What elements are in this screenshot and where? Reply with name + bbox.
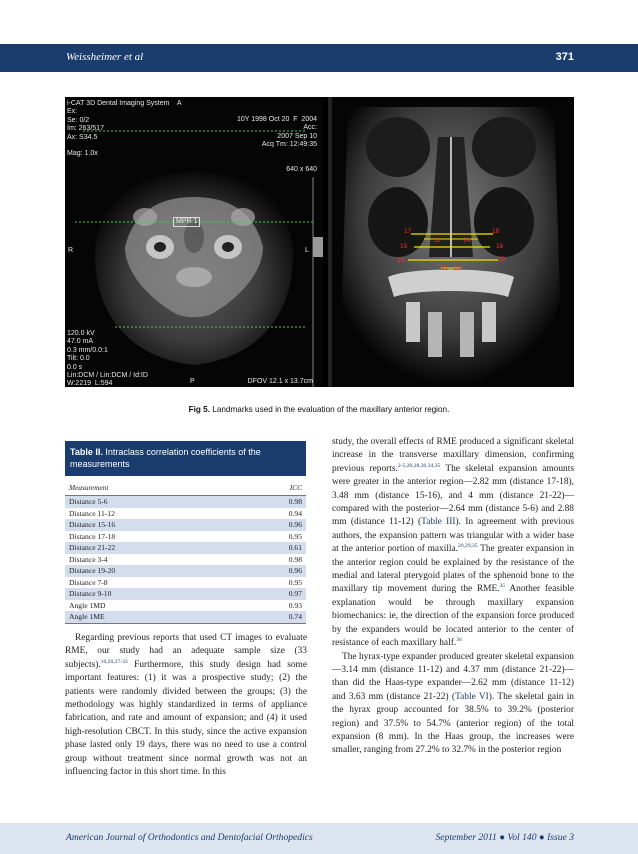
table-row bbox=[65, 611, 306, 623]
citation[interactable]: 20,29,35 bbox=[458, 543, 478, 550]
table-vi-link[interactable]: Table VI bbox=[455, 691, 489, 702]
landmark-11: 11 bbox=[434, 237, 441, 244]
table-iii-link[interactable]: Table III bbox=[421, 517, 456, 528]
citation[interactable]: 35 bbox=[499, 583, 506, 590]
table-ii bbox=[65, 441, 306, 624]
landmark-17: 17 bbox=[404, 228, 412, 235]
icc-cell: 0.95 bbox=[288, 577, 302, 587]
measurement-cell: Angle 1MD bbox=[69, 600, 106, 610]
landmark-18: 18 bbox=[492, 228, 500, 235]
journal-name: American Journal of Orthodontics and Dentofacial Orthopedics bbox=[66, 832, 313, 843]
landmark-16: 16 bbox=[496, 243, 504, 250]
table-title bbox=[65, 441, 306, 476]
icc-cell: 0.94 bbox=[288, 508, 302, 518]
running-author: Weissheimer et al bbox=[66, 51, 144, 63]
icc-cell: 0.96 bbox=[288, 566, 302, 575]
citation[interactable]: 10,20,27-33 bbox=[100, 658, 128, 665]
table-header-row bbox=[65, 476, 306, 496]
side-marker-l: L bbox=[305, 247, 309, 254]
measurement-cell: Distance 17-18 bbox=[69, 531, 116, 541]
icc-cell: 0.61 bbox=[288, 543, 302, 552]
caption-text: Landmarks used in the evaluation of the maxillary anterior region. bbox=[212, 405, 450, 414]
icc-cell: 0.96 bbox=[288, 520, 302, 529]
table-title-label: Table II. bbox=[70, 447, 103, 457]
text-run: Furthermore, this study design had some important features: (1) it was a prospective study; (2) the patients were randomly divided between the groups; (3) the methodology was highly standardized in terms of appliance fabrication, and rate and amount of expansion; and (4) it used high-resolution CBCT. In this study, since the active expansion phase lasted only 19 days, there was no need to use a control group without treatment since normal growth was not an influencing factor in this short time. In this bbox=[65, 659, 307, 778]
measurement-cell: Distance 15-16 bbox=[69, 520, 116, 529]
measurement-cell: Distance 5-6 bbox=[69, 497, 108, 506]
table-row bbox=[65, 531, 306, 543]
measurement-cell: Distance 9-10 bbox=[69, 589, 112, 598]
col-icc: ICC bbox=[289, 483, 302, 492]
table-body bbox=[65, 496, 306, 623]
landmark-19: 19 bbox=[397, 257, 405, 264]
col-measurement: Measurement bbox=[69, 483, 109, 492]
text-run: ). In agreement with previous authors, the expansion pattern was triangular with a wider base at the anterior portion of maxilla. bbox=[332, 517, 574, 555]
text-run: study, the overall effects of RME produced a significant skeletal increase in the transverse maxillary dimension, confirming previous reports. bbox=[332, 437, 574, 474]
caption-label: Fig 5. bbox=[188, 405, 210, 414]
icc-cell: 0.93 bbox=[288, 600, 302, 610]
table-bottom-rule bbox=[65, 623, 306, 624]
scan-header-right: 10Y 1998 Oct 20 F 2004 Acc: 2007 Sep 10 Acq Tm: 12:49:35 640 x 640 bbox=[236, 116, 317, 174]
table-row bbox=[65, 496, 306, 508]
page-number: 371 bbox=[555, 51, 574, 63]
landmark-20: 20 bbox=[498, 256, 506, 263]
measurement-cell: Distance 19-20 bbox=[69, 566, 116, 575]
icc-cell: 0.74 bbox=[288, 612, 302, 621]
measurement-cell: Distance 21-22 bbox=[69, 543, 116, 552]
table-row bbox=[65, 600, 306, 612]
scan-header-left: i-CAT 3D Dental Imaging System A Ex: Se: 0/2 Im: 263/517 Ax: S34.5 Mag: 1.0x bbox=[67, 100, 182, 158]
icc-cell: 0.98 bbox=[288, 497, 302, 506]
table-row bbox=[65, 565, 306, 577]
text-run: The greater expansion in the anterior region could be explained by the resistance of the medial and lateral pterygoid plates of the sphenoid bone to the maxillary tip movement during the RME. bbox=[332, 544, 574, 595]
table-row bbox=[65, 554, 306, 566]
left-column-text bbox=[65, 632, 307, 779]
landmark-21: 21 bbox=[441, 265, 449, 272]
measurement-cell: Angle 1ME bbox=[69, 612, 105, 621]
measurement-cell: Distance 11-12 bbox=[69, 508, 115, 518]
table-row bbox=[65, 519, 306, 531]
figure-caption bbox=[0, 405, 638, 414]
coronal-ct-image bbox=[328, 97, 574, 387]
measurement-cell: Distance 7-8 bbox=[69, 577, 108, 587]
text-run: Another feasible explanation would be through maxillary expansion biomechanics: ie, the direction of the expansion force produced by the expanders would be located anterior to the center of resistance of each maxillary half. bbox=[332, 584, 574, 649]
text-run: The skeletal expansion amounts were greater in the anterior region—2.82 mm (distance 17-18), 3.48 mm (distance 15-16), and 4 mm (distance 21-22)—compared with the posterior—2.64 mm (distance 5-6) and 2.88 mm (distance 11-12) ( bbox=[332, 463, 574, 528]
scan-params: 120.0 kV 47.0 mA 0.3 mm/0.0:1 Tilt: 0.0 0.0 s Lin:DCM / Lin:DCM / Id:ID W:2219 L:594 bbox=[67, 330, 148, 387]
coronal-ct-panel bbox=[328, 97, 574, 387]
citation[interactable]: 36 bbox=[456, 636, 462, 643]
icc-cell: 0.98 bbox=[288, 554, 302, 564]
table-title-text: Intraclass correlation coefficients of the measurements bbox=[70, 447, 261, 469]
paragraph bbox=[332, 436, 574, 651]
right-column-text bbox=[332, 436, 574, 758]
text-run: The hyrax-type expander produced greater skeletal expansion—3.14 mm (distance 11-12) and 4.37 mm (distance 21-22)—than did the Haas-type expander—2.62 mm (distance 11-12) and 3.63 mm (distance 21-22) ( bbox=[332, 651, 574, 702]
table-row bbox=[65, 588, 306, 600]
text-run: Regarding previous reports that used CT images to evaluate RME, our study had an adequate sample size (33 subjects). bbox=[65, 633, 307, 670]
measurement-cell: Distance 3-4 bbox=[69, 554, 108, 564]
text-run: ). The skeletal gain in the hyrax group accounted for 38.5% to 39.2% (posterior region) and 37.5% to 54.7% (anterior region) of the total expansion (8 mm). In the Haas group, the increases were smaller, ranging from 27.2% to 32.7% in the posterior region bbox=[332, 691, 574, 756]
landmark-22: 22 bbox=[454, 265, 462, 272]
landmark-14: 14 bbox=[463, 237, 471, 244]
icc-cell: 0.97 bbox=[288, 589, 302, 598]
axial-ct-panel bbox=[65, 97, 323, 387]
figure-5 bbox=[65, 97, 574, 387]
table-row bbox=[65, 508, 306, 520]
side-marker-p: P bbox=[190, 378, 195, 385]
landmark-15: 15 bbox=[400, 243, 408, 250]
icc-cell: 0.95 bbox=[288, 531, 302, 541]
running-header bbox=[0, 44, 638, 72]
paragraph bbox=[332, 651, 574, 758]
table-row bbox=[65, 542, 306, 554]
running-footer bbox=[0, 823, 638, 854]
mpr-label: MPR 1 bbox=[173, 217, 200, 227]
paragraph bbox=[65, 632, 307, 779]
citation[interactable]: 2-5,20,28,30,34,35 bbox=[397, 462, 441, 469]
side-marker-r: R bbox=[68, 247, 74, 254]
dfov-label: DFOV 12.1 x 13.7cm bbox=[247, 378, 313, 385]
table-row bbox=[65, 577, 306, 589]
issue-info: September 2011 ● Vol 140 ● Issue 3 bbox=[435, 832, 574, 843]
